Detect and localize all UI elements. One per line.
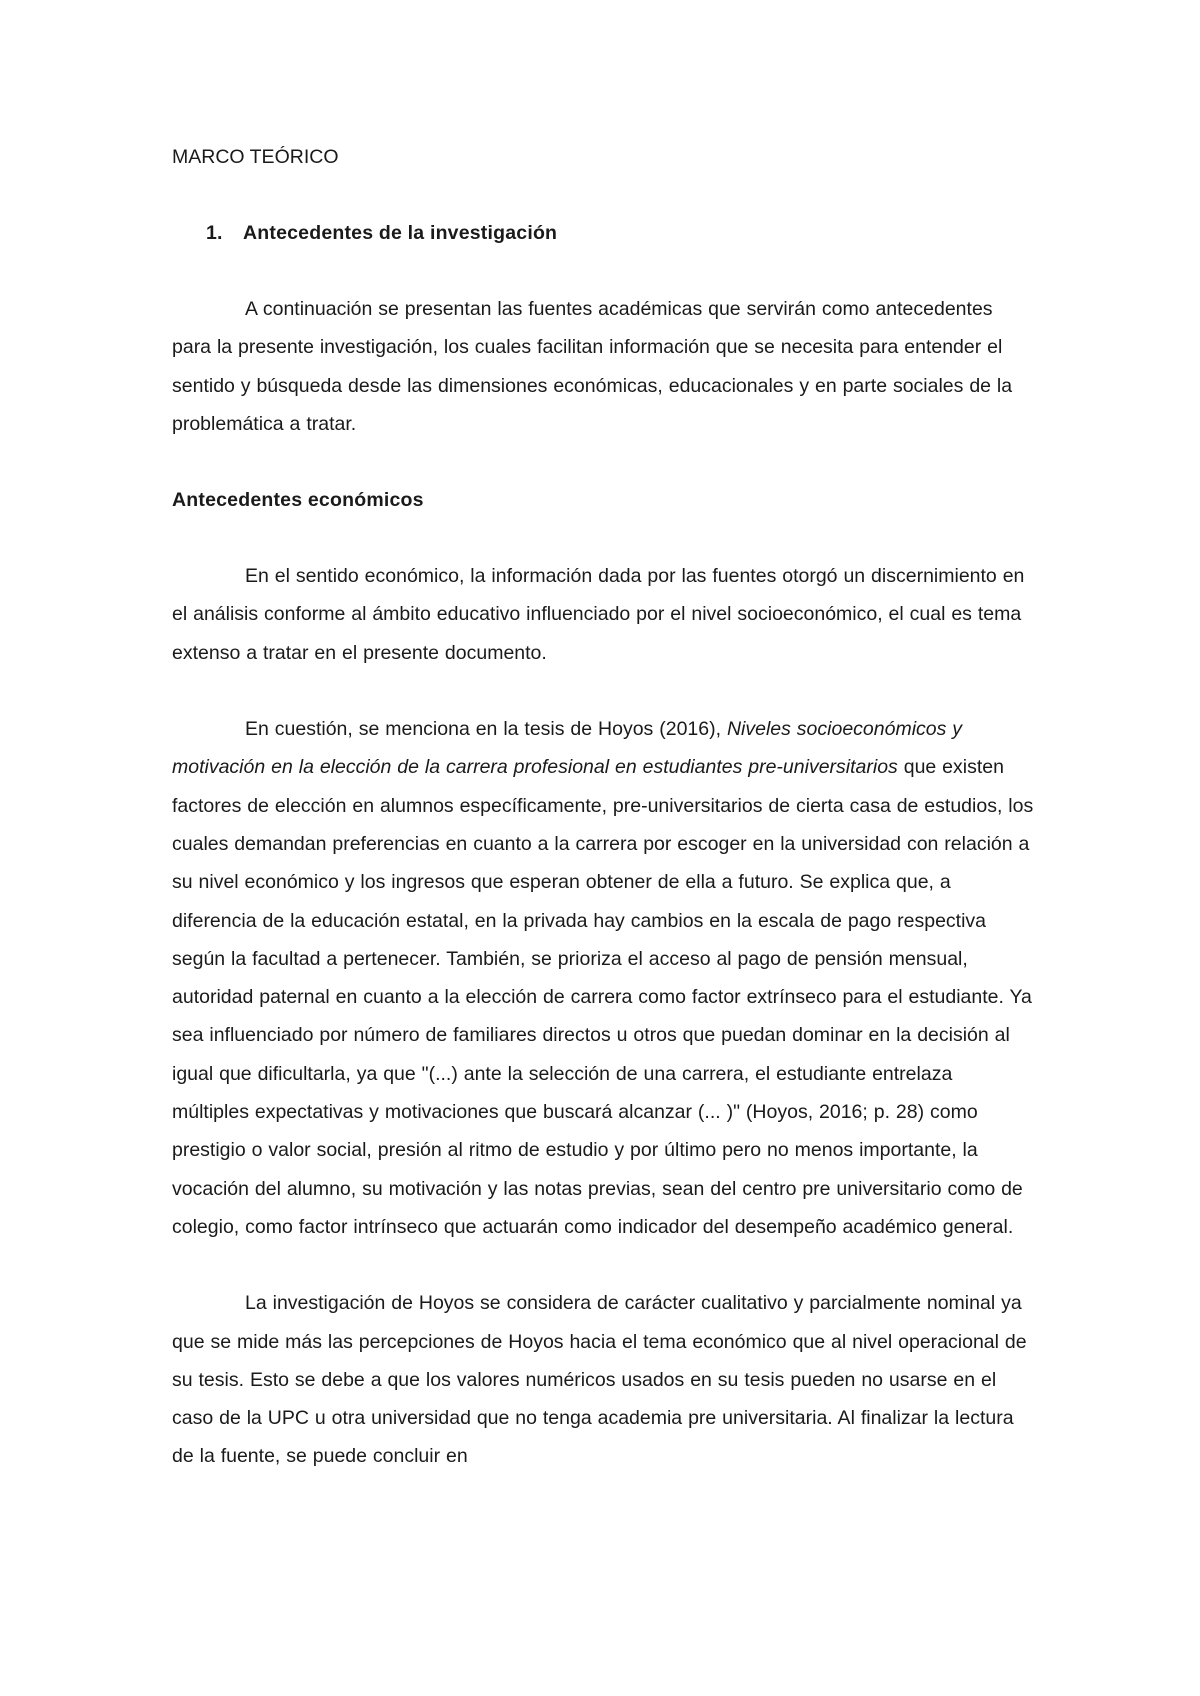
economic-paragraph: En el sentido económico, la información dada por las fuentes otorgó un discernimiento en el análisis conforme al ámbito educativo influenciado por el nivel socioeconómico, el cual es tema extenso a tratar en el presente documento.: [172, 565, 1025, 664]
research-paragraph: La investigación de Hoyos se considera de carácter cualitativo y parcialmente nominal ya que se mide más las percepciones de Hoyos hacia el tema económico que al nivel operacional de su tesis. Esto se debe a que los valores numéricos usados en su tesis pueden no usarse en el caso de la UPC u otra universidad que no tenga academia pre universitaria. Al finalizar la lectura de la fuente, se puede concluir en: [172, 1292, 1027, 1468]
section-heading-antecedentes: [172, 214, 1034, 252]
section-heading-text: Antecedentes de la investigación: [243, 222, 558, 244]
document-title: MARCO TEÓRICO: [172, 146, 339, 168]
subheading-economic: Antecedentes económicos: [172, 489, 424, 512]
hoyos-paragraph: [172, 710, 1034, 1246]
hoyos-paragraph-lead: En cuestión, se menciona en la tesis de Hoyos (2016),: [245, 718, 727, 741]
intro-paragraph: A continuación se presentan las fuentes académicas que servirán como antecedentes para la presente investigación, los cuales facilitan información que se necesita para entender el sentido y búsqueda desde las dimensiones económicas, educacionales y en parte sociales de la problemática a tratar.: [172, 298, 1013, 435]
thesis-title: Niveles socioeconómicos y motivación en la elección de la carrera profesional en estudiantes pre-universitarios: [172, 718, 963, 779]
document-body: [172, 138, 1034, 1476]
hoyos-paragraph-body: que existen factores de elección en alumnos específicamente, pre-universitarios de cierta casa de estudios, los cuales demandan preferencias en cuanto a la carrera por escoger en la universidad con relación a su nivel económico y los ingresos que esperan obtener de ella a futuro. Se explica que, a diferencia de la educación estatal, en la privada hay cambios en la escala de pago respectiva según la facultad a pertenecer. También, se prioriza el acceso al pago de pensión mensual, autoridad paternal en cuanto a la elección de carrera como factor extrínseco para el estudiante. Ya sea influenciado por número de familiares directos u otros que puedan dominar en la decisión al igual que dificultarla, ya que "(...) ante la selección de una carrera, el estudiante entrelaza múltiples expectativas y motivaciones que buscará alcanzar (... )" (Hoyos, 2016; p. 28) como prestigio o valor social, presión al ritmo de estudio y por último pero no menos importante, la vocación del alumno, su motivación y las notas previas, sean del centro pre universitario como de colegio, como factor intrínseco que actuarán como indicador del desempeño académico general.: [172, 756, 1034, 1238]
section-number: 1.: [206, 222, 223, 244]
